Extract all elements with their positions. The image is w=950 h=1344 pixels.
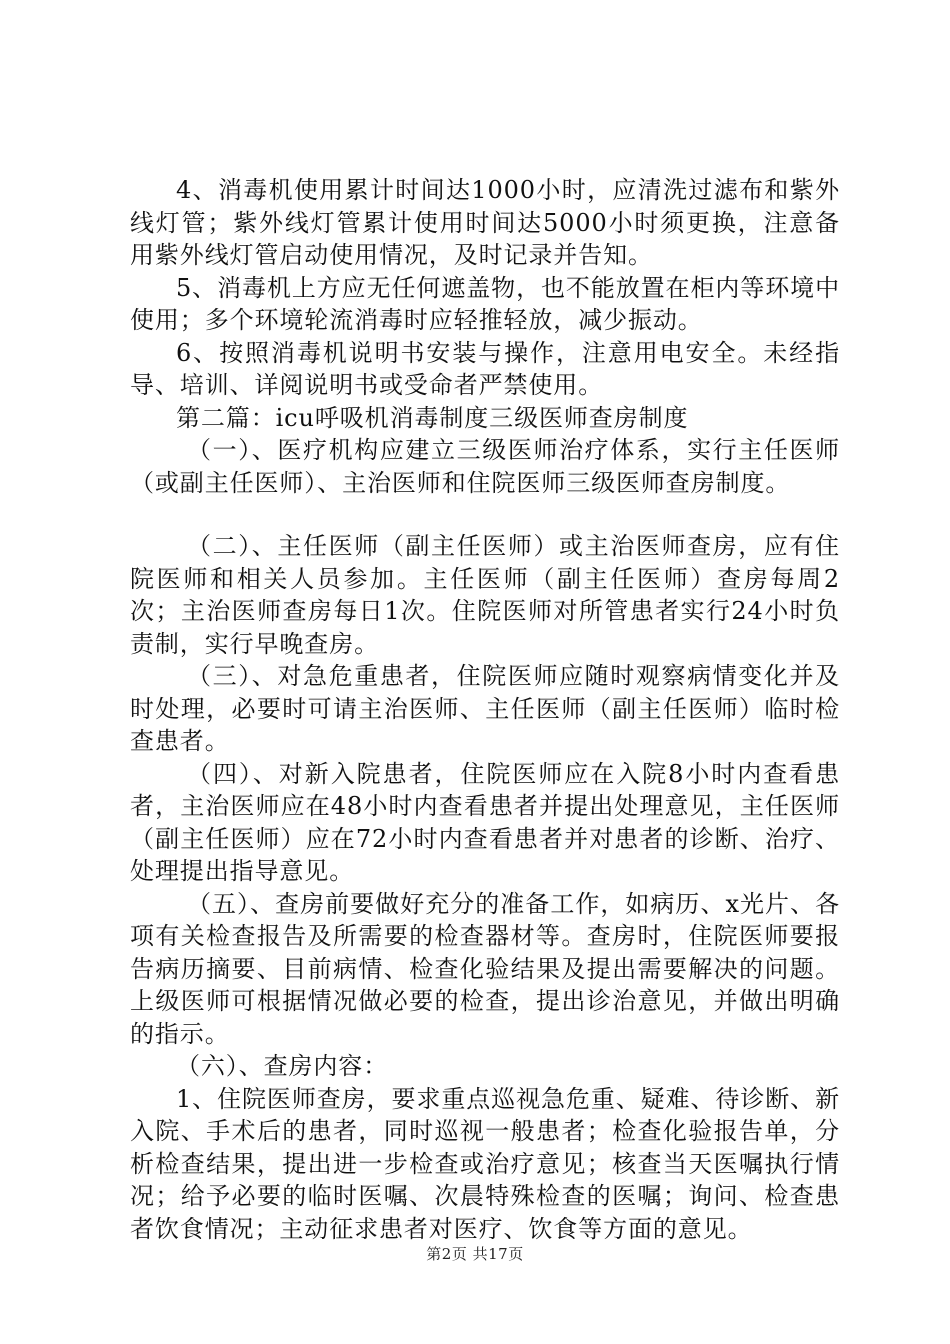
page-number: 第2页 共17页 xyxy=(426,1245,524,1263)
paragraph-rule-6: （六）、查房内容： xyxy=(176,1052,389,1080)
document-body xyxy=(130,174,840,1245)
paragraph-item-5: 5、消毒机上方应无任何遮盖物，也不能放置在柜内等环境中使用；多个环境轮流消毒时应轻推轻放，减少振动。 xyxy=(130,273,840,334)
paragraph-item-6: 6、按照消毒机说明书安装与操作，注意用电安全。未经指导、培训、详阅说明书或受命者严禁使用。 xyxy=(130,338,840,399)
paragraph-spacer xyxy=(130,499,840,530)
section-heading: 第二篇：icu呼吸机消毒制度三级医师查房制度 xyxy=(176,403,689,432)
paragraph-rule-6-item-1: 1、住院医师查房，要求重点巡视急危重、疑难、待诊断、新入院、手术后的患者，同时巡视一般患者；检查化验报告单，分析检查结果，提出进一步检查或治疗意见；核查当天医嘱执行情况；给予必要的临时医嘱、次晨特殊检查的医嘱；询问、检查患者饮食情况；主动征求患者对医疗、饮食等方面的意见。 xyxy=(130,1084,840,1243)
paragraph-item-4: 4、消毒机使用累计时间达1000小时，应清洗过滤布和紫外线灯管；紫外线灯管累计使用时间达5000小时须更换，注意备用紫外线灯管启动使用情况，及时记录并告知。 xyxy=(130,176,840,269)
paragraph-rule-1: （一）、医疗机构应建立三级医师治疗体系，实行主任医师（或副主任医师）、主治医师和住院医师三级医师查房制度。 xyxy=(130,436,840,497)
paragraph-rule-4: （四）、对新入院患者，住院医师应在入院8小时内查看患者，主治医师应在48小时内查看患者并提出处理意见，主任医师（副主任医师）应在72小时内查看患者并对患者的诊断、治疗、处理提出指导意见。 xyxy=(130,759,840,885)
paragraph-rule-3: （三）、对急危重患者，住院医师应随时观察病情变化并及时处理，必要时可请主治医师、主任医师（副主任医师）临时检查患者。 xyxy=(130,662,840,755)
paragraph-rule-2: （二）、主任医师（副主任医师）或主治医师查房，应有住院医师和相关人员参加。主任医师（副主任医师）查房每周2次；主治医师查房每日1次。住院医师对所管患者实行24小时负责制，实行早晚查房。 xyxy=(130,532,840,658)
paragraph-rule-5: （五）、查房前要做好充分的准备工作，如病历、x光片、各项有关检查报告及所需要的检查器材等。查房时，住院医师要报告病历摘要、目前病情、检查化验结果及提出需要解决的问题。上级医师可根据情况做必要的检查，提出诊治意见，并做出明确的指示。 xyxy=(130,889,840,1048)
